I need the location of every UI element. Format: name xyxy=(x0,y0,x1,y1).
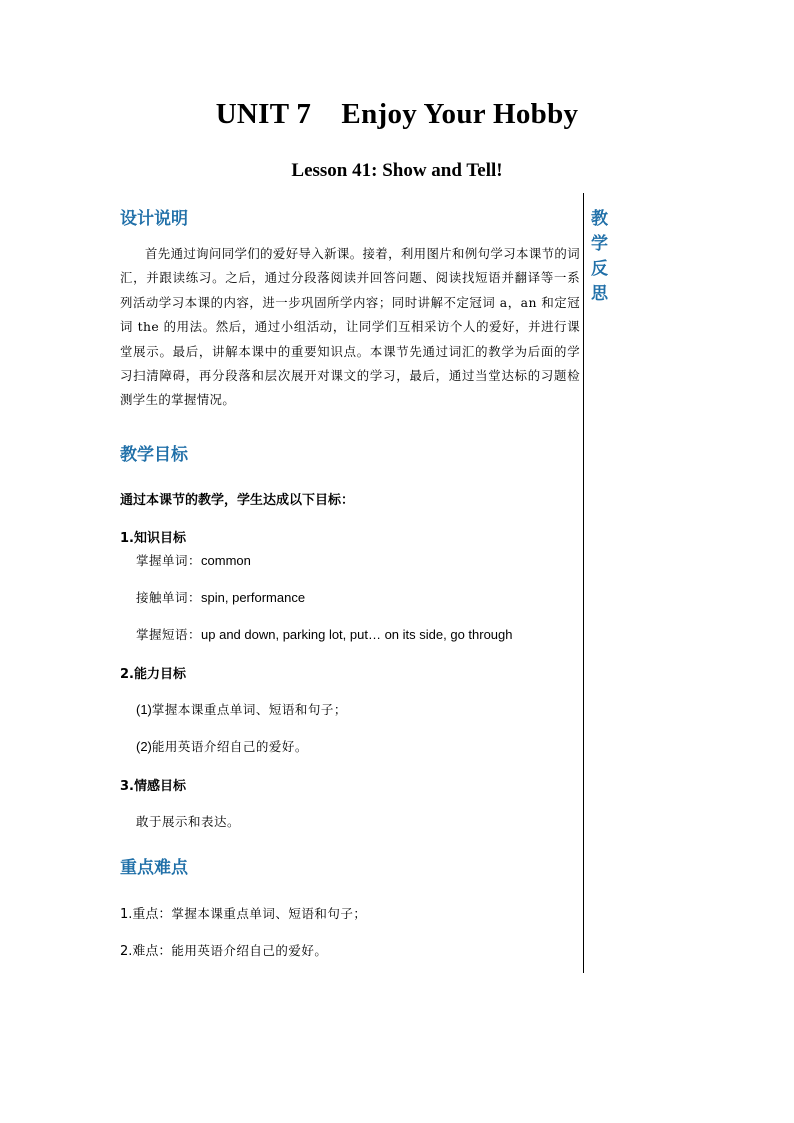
key-points-heading: 重点难点 xyxy=(120,858,188,878)
master-words-label: 掌握单词： xyxy=(136,553,202,568)
phrases-line xyxy=(136,625,513,643)
ability-item-1 xyxy=(136,700,347,718)
emotion-heading: 3.情感目标 xyxy=(120,779,186,794)
master-words-value: common xyxy=(201,553,251,568)
design-paragraph: 首先通过询问同学们的爱好导入新课。接着，利用图片和例句学习本课节的词汇，并跟读练习。之后，通过分段落阅读并回答问题、阅读找短语并翻译等一系列活动学习本课的内容，进一步巩固所学内容；同时讲解不定冠词 a，an 和定冠词 the 的用法。然后，通过小组活动，让同学们互相采访个人的爱好，并进行课堂展示。最后，讲解本课中的重要知识点。本课节先通过词汇的教学为后面的学习扫清障碍，再分段落和层次展开对课文的学习，最后，通过当堂达标的习题检测学生的掌握情况。 xyxy=(120,246,580,408)
reflection-heading: 教学反思 xyxy=(591,209,608,304)
design-heading: 设计说明 xyxy=(120,209,188,229)
contact-words-value: spin, performance xyxy=(201,590,306,605)
lesson-title: Lesson 41: Show and Tell! xyxy=(291,160,503,181)
key-point-2-text: 能用英语介绍自己的爱好。 xyxy=(171,943,328,958)
key-point-2 xyxy=(120,940,327,959)
ability-heading: 2.能力目标 xyxy=(120,667,186,682)
key-point-1-label: 1.重点： xyxy=(120,907,172,922)
key-point-1 xyxy=(120,903,366,922)
phrases-value: up and down, parking lot, put… on its side, go through xyxy=(201,627,513,642)
ability-item-2-text: 能用英语介绍自己的爱好。 xyxy=(151,739,308,754)
objectives-intro: 通过本课节的教学，学生达成以下目标： xyxy=(120,493,355,508)
ability-item-2 xyxy=(136,737,308,755)
contact-words-label: 接触单词： xyxy=(136,590,202,605)
objectives-heading: 教学目标 xyxy=(120,445,188,465)
key-point-2-label: 2.难点： xyxy=(120,944,172,959)
unit-title: UNIT 7 Enjoy Your Hobby xyxy=(215,98,579,130)
ability-item-1-num: (1) xyxy=(136,702,152,717)
column-divider xyxy=(583,193,584,973)
master-words-line xyxy=(136,551,251,569)
phrases-label: 掌握短语： xyxy=(136,627,202,642)
key-point-1-text: 掌握本课重点单词、短语和句子； xyxy=(171,906,367,921)
emotion-item: 敢于展示和表达。 xyxy=(136,814,241,829)
contact-words-line xyxy=(136,588,305,606)
ability-item-2-num: (2) xyxy=(136,739,152,754)
knowledge-heading: 1.知识目标 xyxy=(120,531,186,546)
ability-item-1-text: 掌握本课重点单词、短语和句子； xyxy=(151,702,347,717)
